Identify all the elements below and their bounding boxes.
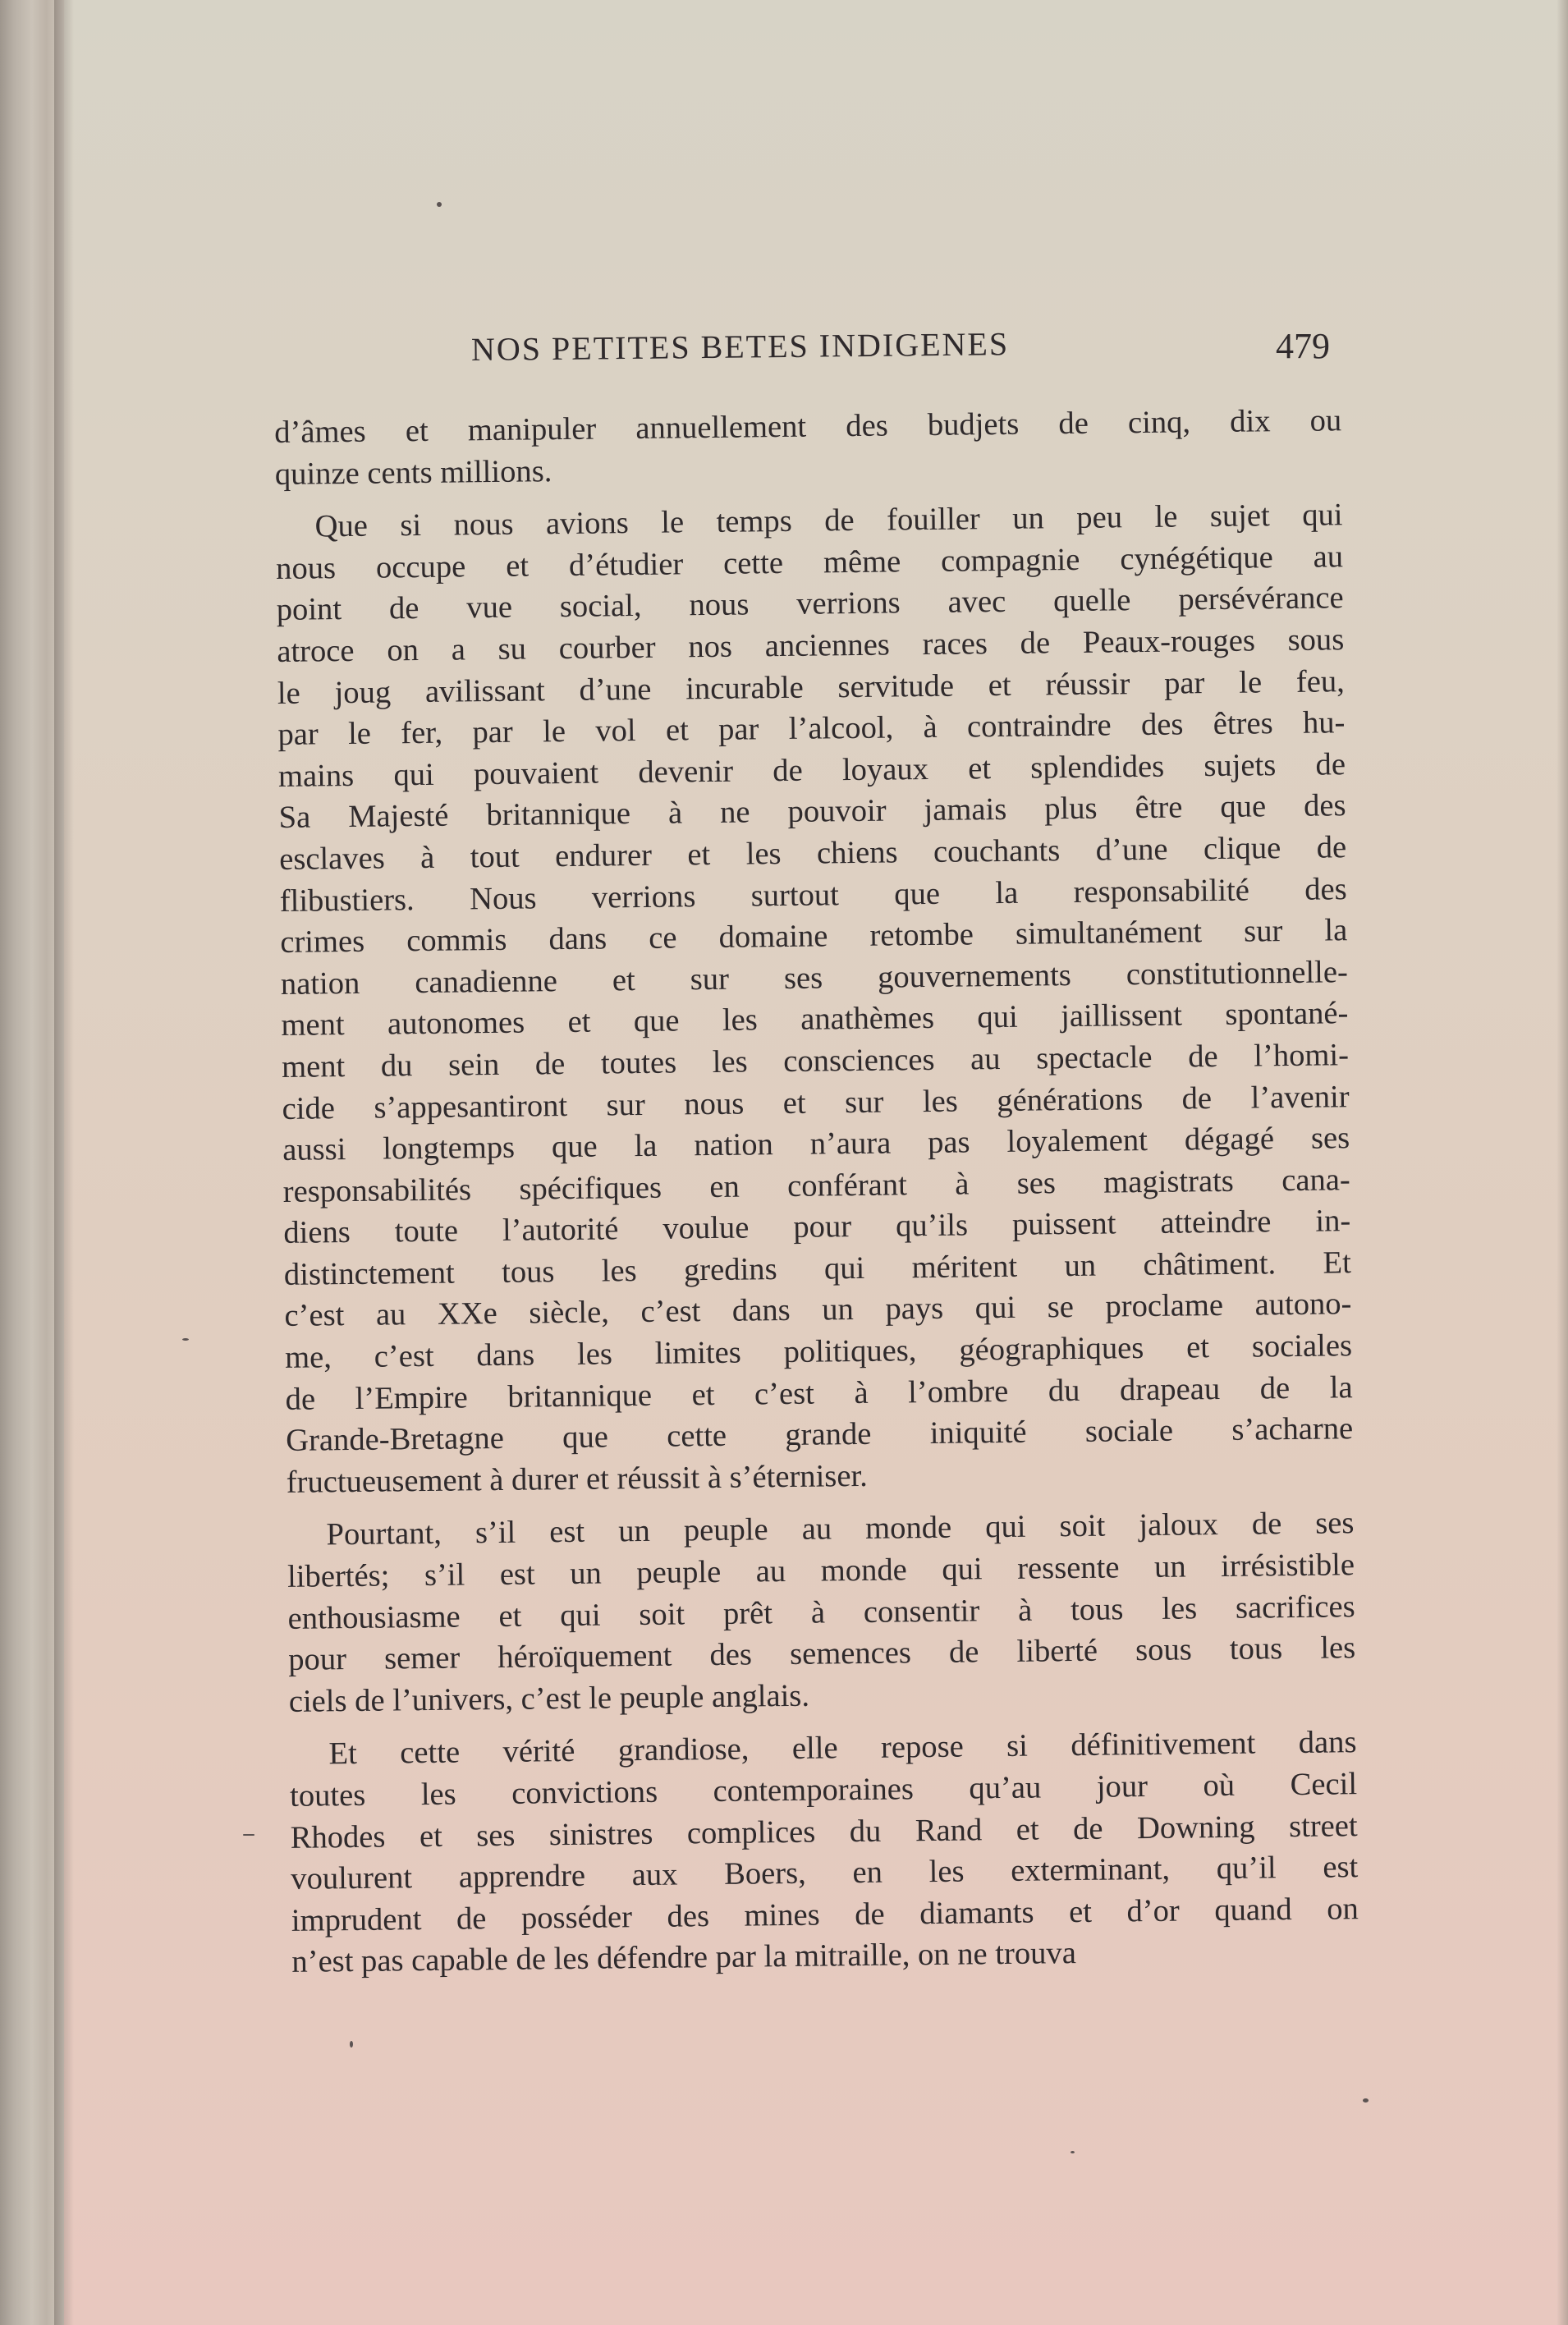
paper-speck <box>182 1338 189 1341</box>
text-line: le joug avilissant d’une incurable servitude et réussir par le feu, <box>277 663 1346 711</box>
text-line: voulurent apprendre aux Boers, en les exterminant, qu’il est <box>291 1850 1359 1897</box>
text-line: point de vue social, nous verrions avec quelle persévérance <box>276 580 1344 628</box>
gutter-shadow <box>54 0 74 2325</box>
paper-speck <box>350 2041 353 2048</box>
paper-speck <box>243 1834 254 1836</box>
text-line: ment du sein de toutes les consciences au spectacle de l’homi- <box>281 1038 1350 1085</box>
text-line: de l’Empire britannique et c’est à l’ombre du drapeau de la <box>285 1369 1353 1417</box>
text-line: d’âmes et manipuler annuellement des budjets de cinq, dix ou <box>274 403 1342 450</box>
text-line: esclaves à tout endurer et les chiens couchants d’une clique de <box>278 830 1347 877</box>
paragraph <box>274 400 1342 495</box>
running-title: NOS PETITES BETES INDIGENES <box>470 325 1010 368</box>
paper-speck <box>1363 2098 1369 2103</box>
text-line: Et cette vérité grandiose, elle repose si définitivement dans <box>328 1725 1357 1772</box>
page-edge <box>1557 0 1568 2325</box>
page-number: 479 <box>1276 326 1330 366</box>
text-line: Grande-Bretagne que cette grande iniquité sociale s’acharne <box>285 1411 1354 1459</box>
text-line: Que si nous avions le temps de fouiller un peu le sujet qui <box>314 498 1343 544</box>
text-line: imprudent de posséder des mines de diamants et d’or quand on <box>291 1891 1359 1938</box>
text-line: Pourtant, s’il est un peuple au monde qui soit jaloux de ses <box>326 1506 1355 1552</box>
text-line: nation canadienne et sur ses gouvernements constitutionnelle- <box>280 954 1349 1002</box>
text-line: pour semer héroïquement des semences de liberté sous tous les <box>288 1630 1356 1678</box>
text-line: crimes commis dans ce domaine retombe simultanément sur la <box>280 913 1348 961</box>
text-line: par le fer, par le vol et par l’alcool, à contraindre des êtres hu- <box>277 705 1346 753</box>
text-line: libertés; s’il est un peuple au monde qui ressente un irrésistible <box>287 1548 1355 1594</box>
text-line: aussi longtemps que la nation n’aura pas loyalement dégagé ses <box>282 1121 1350 1168</box>
text-line: ciels de l’univers, c’est le peuple anglais. <box>288 1678 810 1719</box>
text-line: quinze cents millions. <box>274 453 552 492</box>
paper-speck <box>437 202 442 207</box>
text-line: fructueusement à durer et réussit à s’éterniser. <box>286 1458 869 1500</box>
text-line: diens toute l’autorité voulue pour qu’ils puissent atteindre in- <box>283 1204 1351 1251</box>
text-line: enthousiasme et qui soit prêt à consentir à tous les sacrifices <box>287 1589 1355 1636</box>
text-line: mains qui pouvaient devenir de loyaux et splendides sujets de <box>277 746 1346 794</box>
text-line: nous occupe et d’étudier cette même compagnie cynégétique au <box>275 539 1344 586</box>
body-text <box>274 400 1359 1995</box>
text-line: cide s’appesantiront sur nous et sur les générations de l’avenir <box>282 1079 1350 1126</box>
text-line: Rhodes et ses sinistres complices du Rand et de Downing street <box>290 1808 1358 1855</box>
text-line: responsabilités spécifiques en conférant à ses magistrats cana- <box>282 1162 1350 1209</box>
text-line: atroce on a su courber nos anciennes races de Peaux-rouges sous <box>277 622 1345 669</box>
text-line: me, c’est dans les limites politiques, géographiques et sociales <box>284 1328 1353 1375</box>
text-line: flibustiers. Nous verrions surtout que la responsabilité des <box>279 871 1347 919</box>
running-header <box>471 325 1341 374</box>
text-line: n’est pas capable de les défendre par la mitraille, on ne trouva <box>291 1936 1077 1980</box>
paragraph <box>287 1503 1356 1723</box>
text-line: distinctement tous les gredins qui méritent un châtiment. Et <box>283 1245 1352 1292</box>
text-line: ment autonomes et que les anathèmes qui jaillissent spontané- <box>281 996 1349 1043</box>
text-line: Sa Majesté britannique à ne pouvoir jamais plus être que des <box>278 788 1346 836</box>
text-line: toutes les convictions contemporaines qu’au jour où Cecil <box>289 1767 1358 1814</box>
text-line: c’est au XXe siècle, c’est dans un pays qui se proclame autono- <box>284 1286 1352 1334</box>
paragraph <box>275 494 1354 1503</box>
paragraph <box>289 1722 1359 1983</box>
paper-speck <box>1071 2151 1075 2153</box>
